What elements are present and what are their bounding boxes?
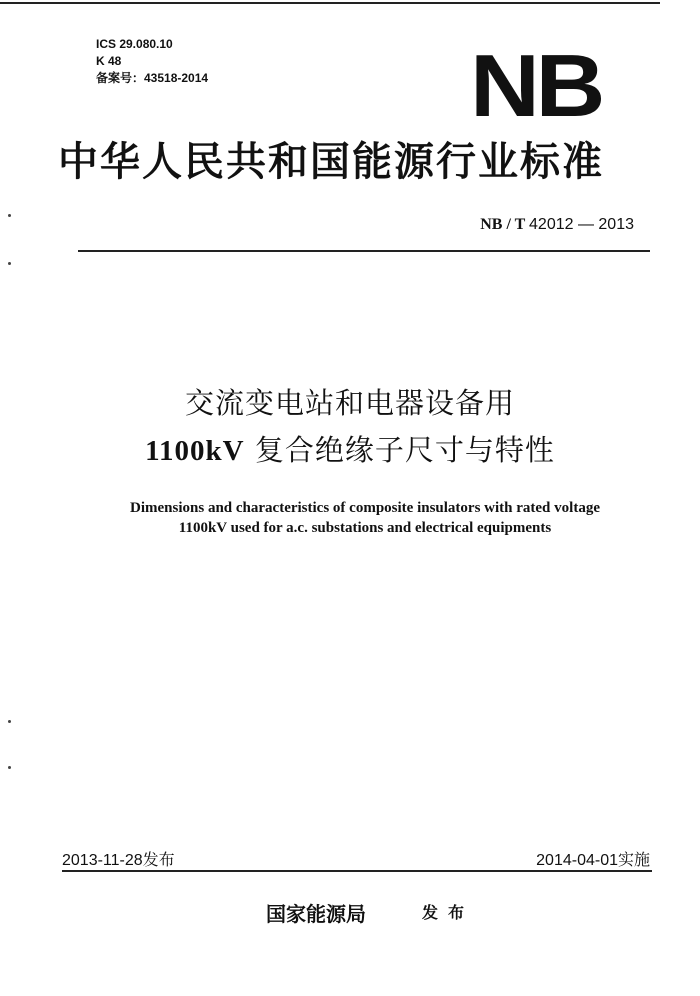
margin-dot bbox=[8, 720, 11, 723]
standard-number-value: 42012 — 2013 bbox=[529, 216, 634, 233]
filing-number: 备案号：43518-2014 bbox=[96, 71, 209, 85]
standard-code: NB / T bbox=[480, 216, 526, 233]
publish-action: 发布 bbox=[422, 903, 475, 922]
header-divider bbox=[78, 250, 650, 252]
chinese-title-line-2 bbox=[0, 430, 700, 471]
standard-category-title: 中华人民共和国能源行业标准 bbox=[58, 138, 604, 185]
ics-code: ICS 29.080.10 bbox=[96, 37, 173, 51]
top-rule bbox=[0, 2, 660, 4]
classification-code: K 48 bbox=[96, 54, 122, 68]
issue-date: 2013-11-28发布 bbox=[62, 852, 175, 869]
chinese-title-line-1: 交流变电站和电器设备用 bbox=[184, 386, 515, 420]
english-title-line-2: 1100kV used for a.c. substations and electrical equipments bbox=[178, 520, 552, 536]
footer-divider bbox=[62, 870, 652, 872]
publisher-name: 国家能源局 bbox=[266, 902, 366, 926]
classification-block bbox=[96, 36, 208, 87]
implementation-date: 2014-04-01实施 bbox=[536, 852, 650, 869]
margin-dot bbox=[8, 766, 11, 769]
margin-dot bbox=[8, 214, 11, 217]
nb-logo: NB bbox=[470, 36, 602, 135]
chinese-title-line-2-text: 复合绝缘子尺寸与特性 bbox=[244, 433, 555, 467]
english-title-line-1: Dimensions and characteristics of composite insulators with rated voltage bbox=[130, 500, 600, 516]
voltage-rating: 1100kV bbox=[145, 435, 245, 467]
margin-dot bbox=[8, 262, 11, 265]
standard-number bbox=[480, 216, 634, 234]
